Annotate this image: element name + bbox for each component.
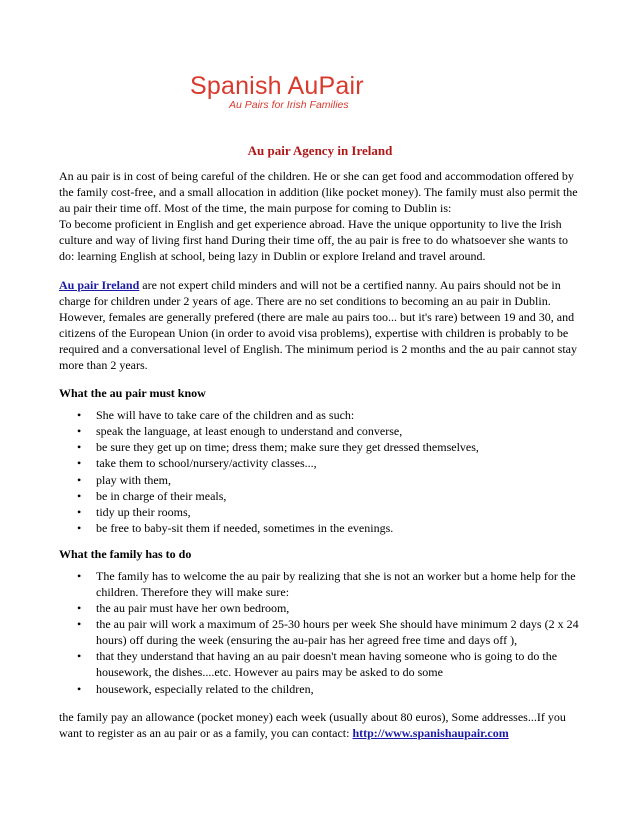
- list-item: • The family has to welcome the au pair by realizing that she is not an worker but a home help for the children. Therefore they will make sure:: [96, 568, 581, 600]
- au-pair-duties-list: [59, 407, 581, 536]
- list-item: • tidy up their rooms,: [96, 504, 581, 520]
- conditions-paragraph: [59, 277, 581, 374]
- list-item: • speak the language, at least enough to understand and converse,: [96, 423, 581, 439]
- closing-text: the family pay an allowance (pocket money) each week (usually about 80 euros), Some addresses...If you want to register as an au pair or as a family, you can contact:: [59, 709, 566, 740]
- page-title: Au pair Agency in Ireland: [247, 143, 393, 158]
- list-item: • the au pair must have her own bedroom,: [96, 600, 581, 616]
- intro-line-1: An au pair is in cost of being careful of the children. He or she can get food and accommodation offered by the family cost-free, and a small allocation in addition (like pocket money). The family must also permit the au pair their time off. Most of the time, the main purpose for coming to Dublin is:: [59, 169, 578, 216]
- logo: [190, 74, 420, 114]
- document-body: [59, 143, 581, 741]
- section-title-au-pair: What the au pair must know: [59, 386, 206, 401]
- logo-title: Spanish AuPair: [190, 72, 364, 100]
- intro-paragraph: [59, 168, 581, 265]
- list-item: • be free to baby-sit them if needed, sometimes in the evenings.: [96, 520, 581, 536]
- au-pair-ireland-link[interactable]: Au pair Ireland: [59, 277, 140, 292]
- list-item: • be in charge of their meals,: [96, 488, 581, 504]
- list-item: • that they understand that having an au pair doesn't mean having someone who is going to do the housework, the dishes....etc. However au pairs may be asked to do some: [96, 648, 581, 680]
- spanish-aupair-website-link[interactable]: http://www.spanishaupair.com: [352, 725, 509, 740]
- list-item: • be sure they get up on time; dress them; make sure they get dressed themselves,: [96, 439, 581, 455]
- closing-paragraph: [59, 709, 581, 741]
- logo-subtitle: Au Pairs for Irish Families: [229, 99, 349, 111]
- list-item: • the au pair will work a maximum of 25-30 hours per week She should have minimum 2 days (2 x 24 hours) off during the week (ensuring the au-pair has her agreed free time and days off ),: [96, 616, 581, 648]
- family-duties-list: [59, 568, 581, 697]
- section-title-family: What the family has to do: [59, 546, 192, 561]
- list-item: • housework, especially related to the children,: [96, 681, 581, 697]
- list-item: • She will have to take care of the children and as such:: [96, 407, 581, 423]
- list-item: • take them to school/nursery/activity classes...,: [96, 455, 581, 471]
- conditions-text: are not expert child minders and will not be a certified nanny. Au pairs should not be in charge for children under 2 years of age. There are no set conditions to becoming an au pair in Dublin. However, females are generally prefered (there are male au pairs too... but it's rare) between 19 and 30, and citizens of the European Union (in order to avoid visa problems), expertise with children is probably to be required and a conversational level of English. The minimum period is 2 months and the au pair cannot stay more than 2 years.: [59, 277, 577, 373]
- list-item: • play with them,: [96, 472, 581, 488]
- intro-line-2: To become proficient in English and get experience abroad. Have the unique opportunity to live the Irish culture and way of living first hand During their time off, the au pair is free to do whatsoever she wants to do: learning English at school, being lazy in Dublin or explore Ireland and travel around.: [59, 217, 568, 264]
